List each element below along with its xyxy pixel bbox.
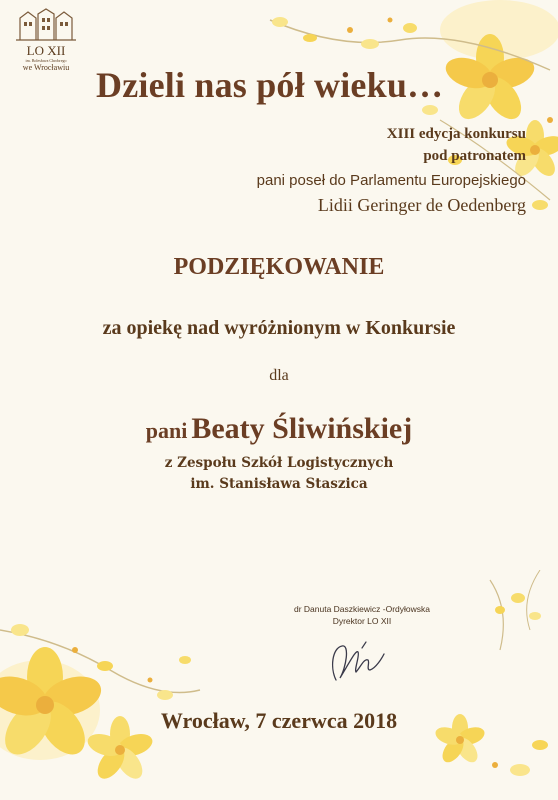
- certificate-heading: PODZIĘKOWANIE: [173, 254, 385, 280]
- school-building-icon: [16, 8, 76, 42]
- page-title: Dzieli nas pół wieku…: [96, 65, 444, 105]
- handwritten-signature: [322, 628, 392, 688]
- recipient-org-line1: z Zespołu Szkół Logistycznych: [164, 455, 394, 471]
- recipient-org-line2: im. Stanisława Staszica: [190, 476, 368, 492]
- recipient-name: Beaty Śliwińskiej: [191, 412, 413, 445]
- signatory-name: dr Danuta Daszkiewicz -Ordyłowska: [293, 604, 431, 614]
- patron-role: pani poseł do Parlamentu Europejskiego: [256, 172, 526, 189]
- recipient-name-line: [0, 412, 558, 446]
- edition-text: XIII edycja konkursu: [386, 126, 526, 142]
- school-logo: [6, 8, 86, 73]
- for-text: dla: [269, 367, 289, 384]
- patron-name: Lidii Geringer de Oedenberg: [317, 195, 526, 215]
- logo-city: we Wrocławiu: [22, 63, 70, 72]
- logo-school-name: LO XII: [26, 43, 66, 58]
- patronage-text: pod patronatem: [423, 148, 526, 164]
- signatory-role: Dyrektor LO XII: [332, 616, 392, 626]
- place-date: Wrocław, 7 czerwca 2018: [160, 708, 398, 733]
- logo-patron: im. Bolesława Chrobrego: [25, 58, 67, 63]
- flower-decoration-bottom-left: [0, 600, 210, 800]
- reason-text: za opiekę nad wyróżnionym w Konkursie: [102, 317, 456, 339]
- recipient-prefix: pani: [145, 418, 188, 443]
